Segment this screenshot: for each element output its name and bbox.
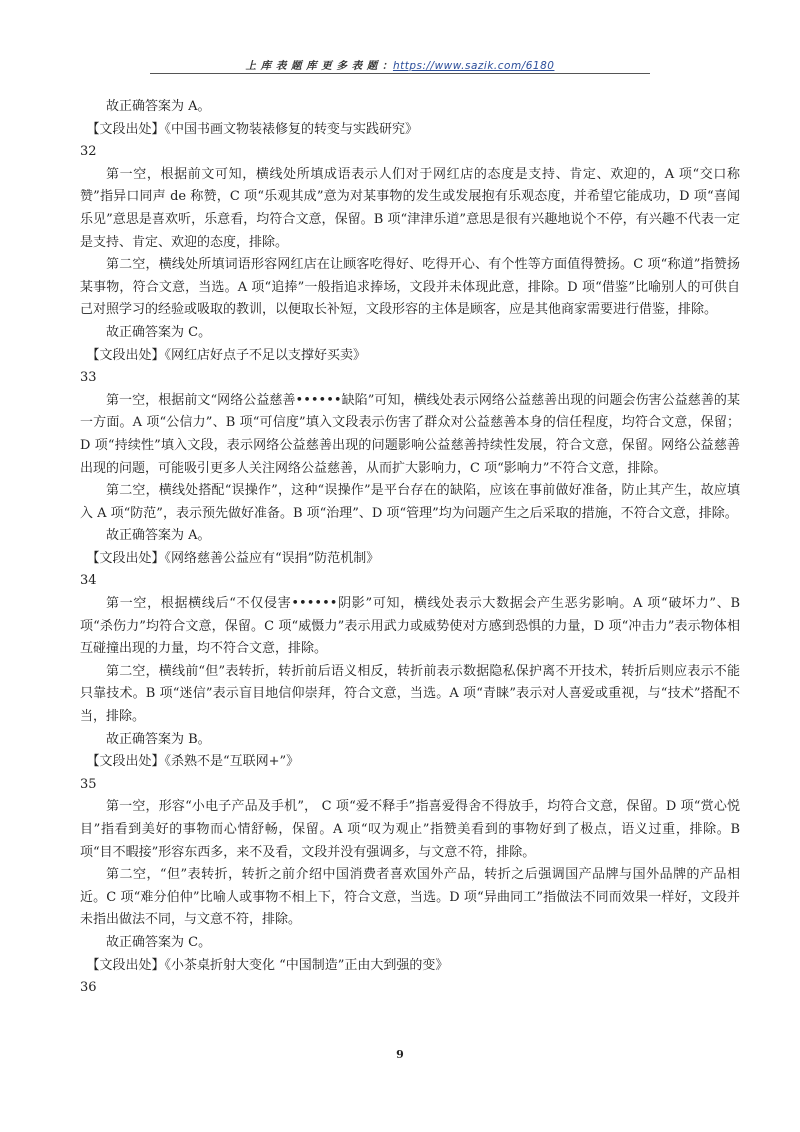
header-prefix: 上 库 表 题 库 更 多 表 题 ： <box>245 60 393 72</box>
answer-line: 故正确答案为 C。 <box>106 934 212 950</box>
question-number: 35 <box>80 776 97 792</box>
explanation-paragraph: 第一空，根据前文可知，横线处所填成语表示人们对于网红店的态度是支持、肯定、欢迎的，A 项“交口称赞”指异口同声 de 称赞，C 项“乐观其成”意为对某事物的发生或发展抱有乐观态度，并希望它能成功，D 项“喜闻乐见”意思是喜欢听，乐意看，均符合文意，保留。B 项“津津乐道”意思是很有兴趣地说个不停，有兴趣不代表一定是支持、肯定、欢迎的态度，排除。 <box>80 166 740 250</box>
explanation-paragraph: 第二空，横线处搭配“误操作”，这种“误操作”是平台存在的缺陷，应该在事前做好准备，防止其产生，故应填入 A 项“防范”，表示预先做好准备。B 项“治理”、D 项“管理”均为问题产生之后采取的措施，不符合文意，排除。 <box>80 483 740 521</box>
answer-line: 故正确答案为 B。 <box>106 731 211 747</box>
explanation-paragraph: 第一空，根据横线后“不仅侵害••••••阴影”可知，横线处表示大数据会产生恶劣影响。A 项“破坏力”、B 项“杀伤力”均符合文意，保留。C 项“威慑力”表示用武力或威势使对方感到恐惧的力量，D 项“冲击力”表示物体相互碰撞出现的力量，均不符合文意，排除。 <box>80 596 740 657</box>
question-number: 32 <box>80 144 97 160</box>
explanation-paragraph: 第二空，横线前“但”表转折，转折前后语义相反，转折前表示数据隐私保护离不开技术，转折后则应表示不能只靠技术。B 项“迷信”表示盲目地信仰崇拜，符合文意，当选。A 项“青睐”表示对人喜爱或重视，与“技术”搭配不当，排除。 <box>80 663 740 725</box>
source-line: 【文段出处】《小茶桌折射大变化 “中国制造”正由大到强的变》 <box>86 957 449 973</box>
explanation-paragraph: 第一空，形容“小电子产品及手机”， C 项“爱不释手”指喜爱得舍不得放手，均符合文意，保留。D 项“赏心悦目”指看到美好的事物而心情舒畅，保留。A 项“叹为观止”指赞美看到的事物好到了极点，语义过重，排除。B 项“目不暇接”形容东西多，来不及看，文段并没有强调多，与文意不符，排除。 <box>80 799 740 860</box>
explanation-paragraph: 第一空，根据前文“网络公益慈善••••••缺陷”可知，横线处表示网络公益慈善出现的问题会伤害公益慈善的某一方面。A 项“公信力”、B 项“可信度”填入文段表示伤害了群众对公益慈善本身的信任程度，均符合文意，保留；D 项“持续性”填入文段，表示网络公益慈善出现的问题影响公益慈善持续性发展，符合文意，保留。网络公益慈善出现的问题，可能吸引更多人关注网络公益慈善，从而扩大影响力，C 项“影响力”不符合文意，排除。 <box>80 392 740 476</box>
question-number: 33 <box>80 370 97 386</box>
source-line: 【文段出处】《网红店好点子不足以支撑好买卖》 <box>86 347 367 363</box>
question-number: 36 <box>80 980 97 996</box>
page-header <box>150 38 650 74</box>
answer-line: 故正确答案为 A。 <box>106 99 211 114</box>
page-number: 9 <box>396 1048 404 1061</box>
document-body <box>80 96 740 1000</box>
explanation-paragraph: 第二空，横线处所填词语形容网红店在让顾客吃得好、吃得开心、有个性等方面值得赞扬。C 项“称道”指赞扬某事物，符合文意，当选。A 项“追捧”一般指追求捧场，文段并未体现此意，排除。D 项“借鉴”比喻别人的可供自己对照学习的经验或吸取的教训，以便取长补短，文段形容的主体是顾客，应是其他商家需要进行借鉴，排除。 <box>80 257 740 318</box>
source-line: 【文段出处】《网络慈善公益应有“误捐”防范机制》 <box>86 550 380 566</box>
header-text <box>246 58 555 73</box>
question-number: 34 <box>80 573 97 589</box>
header-link[interactable]: https://www.sazik.com/6180 <box>392 60 555 72</box>
source-line: 【文段出处】《中国书画文物装裱修复的转变与实践研究》 <box>86 121 419 137</box>
answer-line: 故正确答案为 A。 <box>106 528 211 544</box>
source-line: 【文段出处】《杀熟不是“互联网+”》 <box>86 754 300 770</box>
header-divider <box>150 73 650 74</box>
answer-line: 故正确答案为 C。 <box>106 324 212 340</box>
explanation-paragraph: 第二空，“但”表转折，转折之前介绍中国消费者喜欢国外产品，转折之后强调国产品牌与国外品牌的产品相近。C 项“难分伯仲”比喻人或事物不相上下，符合文意，当选。D 项“异曲同工”指做法不同而效果一样好，文段并未指出做法不同，与文意不符，排除。 <box>80 867 740 928</box>
